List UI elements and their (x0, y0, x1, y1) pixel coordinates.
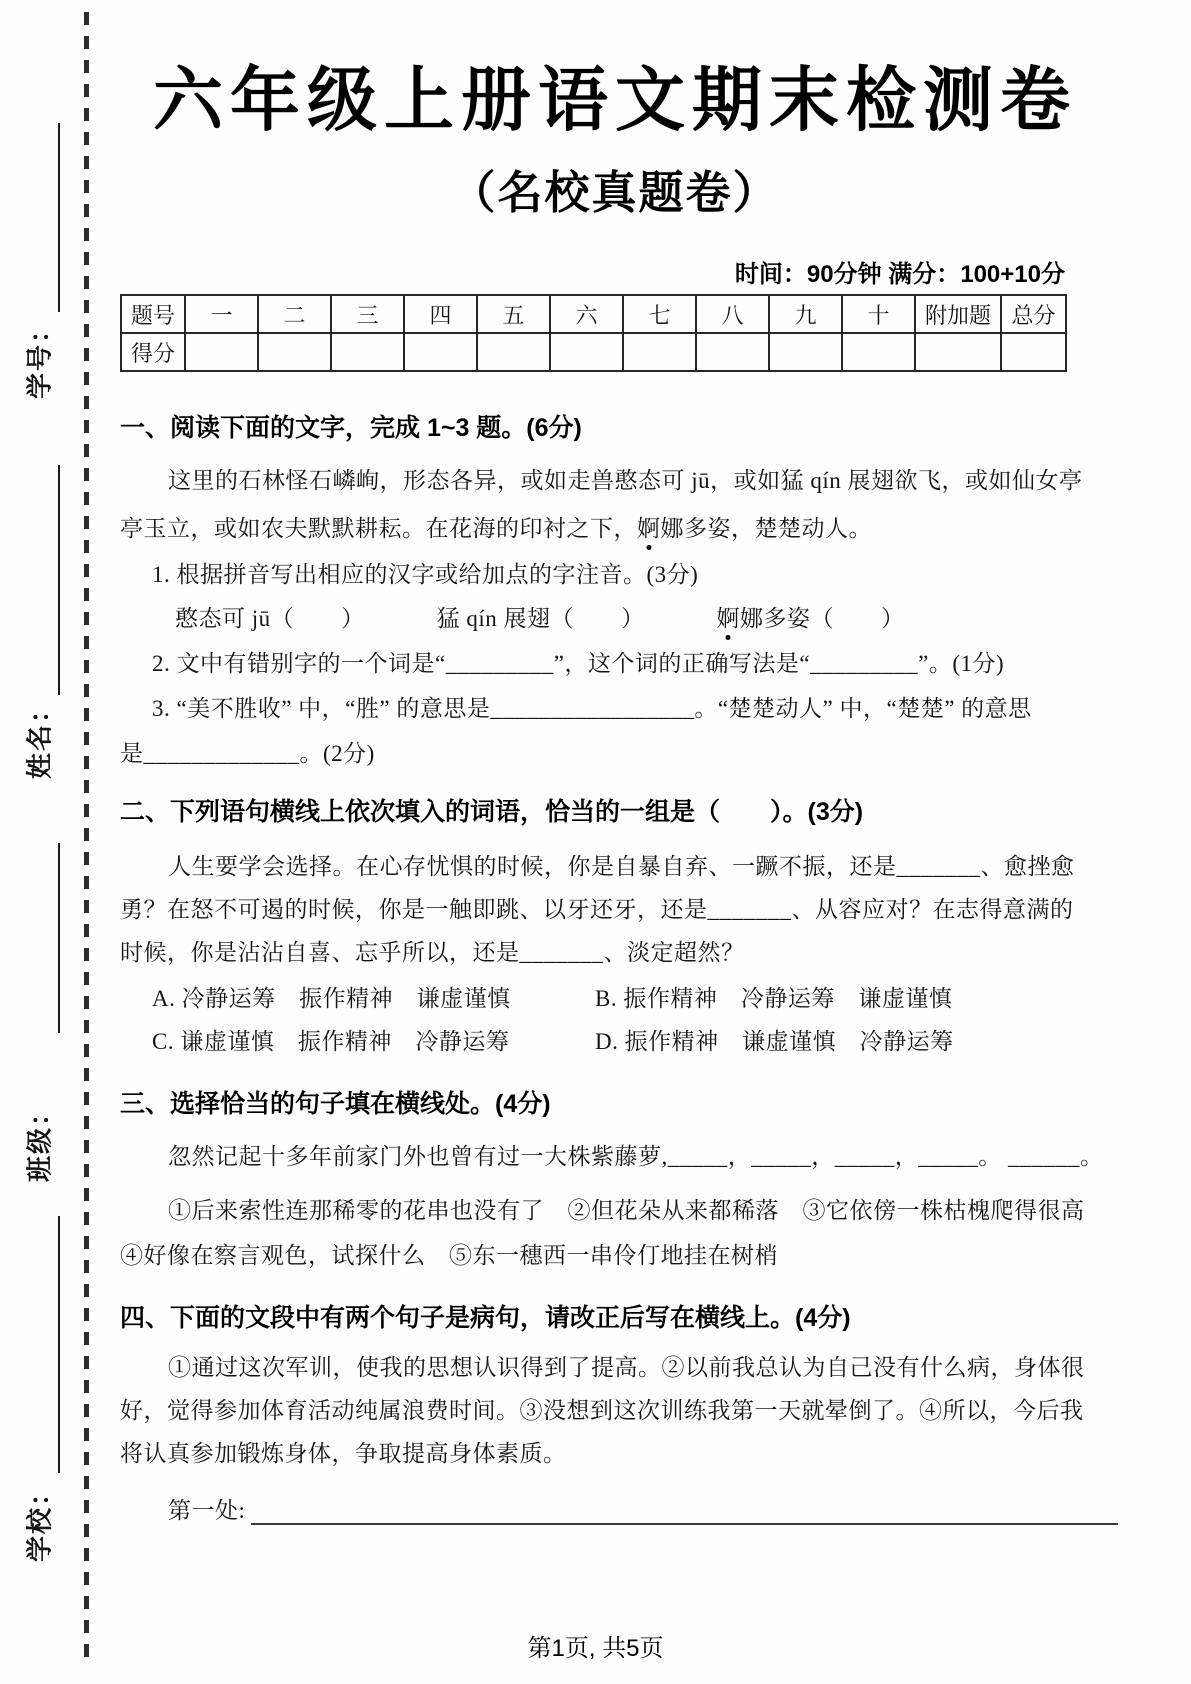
score-cell (477, 333, 550, 371)
score-table-header-cell: 五 (477, 295, 550, 333)
score-cell (769, 333, 842, 371)
page-footer: 第1页, 共5页 (527, 1635, 664, 1662)
score-cell (258, 333, 331, 371)
score-table-header-cell: 二 (258, 295, 331, 333)
class-fill-line (58, 843, 60, 1033)
answer-blank-line (251, 1493, 1118, 1525)
rail-label-name (20, 695, 57, 779)
section1-heading: 一、阅读下面的文字，完成 1~3 题。(6分) (120, 414, 582, 442)
score-table-header-cell: 十 (842, 295, 915, 333)
page-subtitle: （名校真题卷） (450, 167, 780, 218)
score-table-header-cell: 六 (550, 295, 623, 333)
question-1-items (120, 600, 1125, 633)
score-table-header-cell: 八 (696, 295, 769, 333)
section4-line2: 好，觉得参加体育活动纯属浪费时间。③没想到这次训练我第一天就晕倒了。④所以，今后我 (120, 1398, 1084, 1423)
score-cell (1001, 333, 1066, 371)
score-cell (185, 333, 258, 371)
rail-label-text: 班级： (25, 1097, 55, 1183)
section1-passage-line1: 这里的石林怪石嶙峋，形态各异，或如走兽憨态可 jū，或如猛 qín 展翅欲飞，或如仙女亭 (168, 468, 1083, 493)
section4-line3: 将认真参加锻炼身体，争取提高身体素质。 (120, 1441, 567, 1466)
seal-dashed-line (84, 12, 89, 1664)
question-1: 1. 根据拼音写出相应的汉字或给加点的字注音。(3分) (152, 562, 699, 587)
section2-options-row2 (120, 1023, 1102, 1056)
option-d: D. 振作精神 谦虚谨慎 冷静运筹 (595, 1029, 954, 1054)
question-2: 2. 文中有错别字的一个词是“_________”，这个词的正确写法是“_________”。(1分) (152, 651, 1005, 676)
rail-label-student-id (20, 315, 57, 399)
section1-passage-line2 (120, 510, 1070, 543)
rail-label-text: 学校： (25, 1477, 55, 1563)
score-table-header-cell: 总分 (1001, 295, 1066, 333)
score-cell (550, 333, 623, 371)
rail-label-text: 姓名： (25, 694, 55, 780)
section4-line1: ①通过这次军训，使我的思想认识得到了提高。②以前我总认为自己没有什么病，身体很 (168, 1355, 1085, 1380)
pinyin-item: 憨态可 jū（ ） (175, 606, 365, 631)
score-cell (404, 333, 477, 371)
score-cell (842, 333, 915, 371)
option-a: A. 冷静运筹 振作精神 谦虚谨慎 (152, 986, 511, 1011)
section2-line3: 时候，你是沾沾自喜、忘乎所以，还是_______、淡定超然？ (120, 940, 745, 965)
pinyin-item: 猛 qín 展翅（ ） (436, 606, 645, 631)
section4-heading: 四、下面的文段中有两个句子是病句，请改正后写在横线上。(4分) (120, 1304, 851, 1332)
score-cell (696, 333, 769, 371)
section3-heading: 三、选择恰当的句子填在横线处。(4分) (120, 1090, 551, 1118)
answer-label: 第一处: (168, 1498, 246, 1523)
question-3-line2: 是_____________。(2分) (120, 741, 375, 766)
pinyin-item (717, 600, 905, 633)
student-id-fill-line (58, 123, 60, 312)
score-table-header-cell: 七 (623, 295, 696, 333)
score-row-label: 得分 (121, 333, 185, 371)
rail-label-text: 学号： (25, 314, 55, 400)
score-cell (331, 333, 404, 371)
score-table-header-cell: 一 (185, 295, 258, 333)
score-table-header-cell: 附加题 (915, 295, 1001, 333)
section3-stem: 忽然记起十多年前家门外也曾有过一大株紫藤萝,_____，_____，_____，_____。 ______。 (168, 1144, 1104, 1169)
rail-label-class (20, 1098, 57, 1182)
score-cell (623, 333, 696, 371)
score-cell (915, 333, 1001, 371)
option-b: B. 振作精神 冷静运筹 谦虚谨慎 (595, 986, 953, 1011)
option-c: C. 谦虚谨慎 振作精神 冷静运筹 (152, 1029, 510, 1054)
section2-line2: 勇？在怒不可遏的时候，你是一触即跳、以牙还牙，还是_______、从容应对？在志得意满的 (120, 897, 1074, 922)
page-title: 六年级上册语文期末检测卷 (153, 61, 1077, 139)
section3-options-line1: ①后来索性连那稀零的花串也没有了 ②但花朵从来都稀落 ③它依傍一株枯槐爬得很高 (168, 1198, 1085, 1223)
section2-options-row1 (120, 980, 1102, 1013)
emphasized-char: 婀 (637, 510, 661, 543)
score-table-header-cell: 四 (404, 295, 477, 333)
section2-line1: 人生要学会选择。在心存忧惧的时候，你是自暴自弃、一蹶不振，还是_______、愈挫愈 (168, 854, 1075, 879)
score-table-header-cell: 九 (769, 295, 842, 333)
passage-text: 娜多姿，楚楚动人。 (660, 516, 872, 541)
score-table-header-cell: 题号 (121, 295, 185, 333)
score-table (120, 294, 1067, 372)
passage-text: 亭玉立，或如农夫默默耕耘。在花海的印衬之下， (120, 516, 637, 541)
section3-options-line2: ④好像在察言观色，试探什么 ⑤东一穗西一串伶仃地挂在树梢 (120, 1243, 778, 1268)
score-table-score-row (121, 333, 1066, 371)
rail-label-school (20, 1478, 57, 1562)
section4-answer-row (120, 1492, 1118, 1525)
school-fill-line (58, 1216, 60, 1473)
name-fill-line (58, 465, 60, 695)
emphasized-char: 婀 (717, 600, 741, 633)
section2-heading: 二、下列语句横线上依次填入的词语，恰当的一组是（ ）。(3分) (120, 798, 864, 826)
score-table-header-row (121, 295, 1066, 333)
exam-meta: 时间：90分钟 满分：100+10分 (734, 261, 1065, 288)
score-table-header-cell: 三 (331, 295, 404, 333)
question-3-line1: 3. “美不胜收” 中，“胜” 的意思是_________________。“楚楚动人” 中，“楚楚” 的意思 (152, 696, 1032, 721)
pinyin-item-text: 娜多姿（ ） (740, 606, 905, 631)
